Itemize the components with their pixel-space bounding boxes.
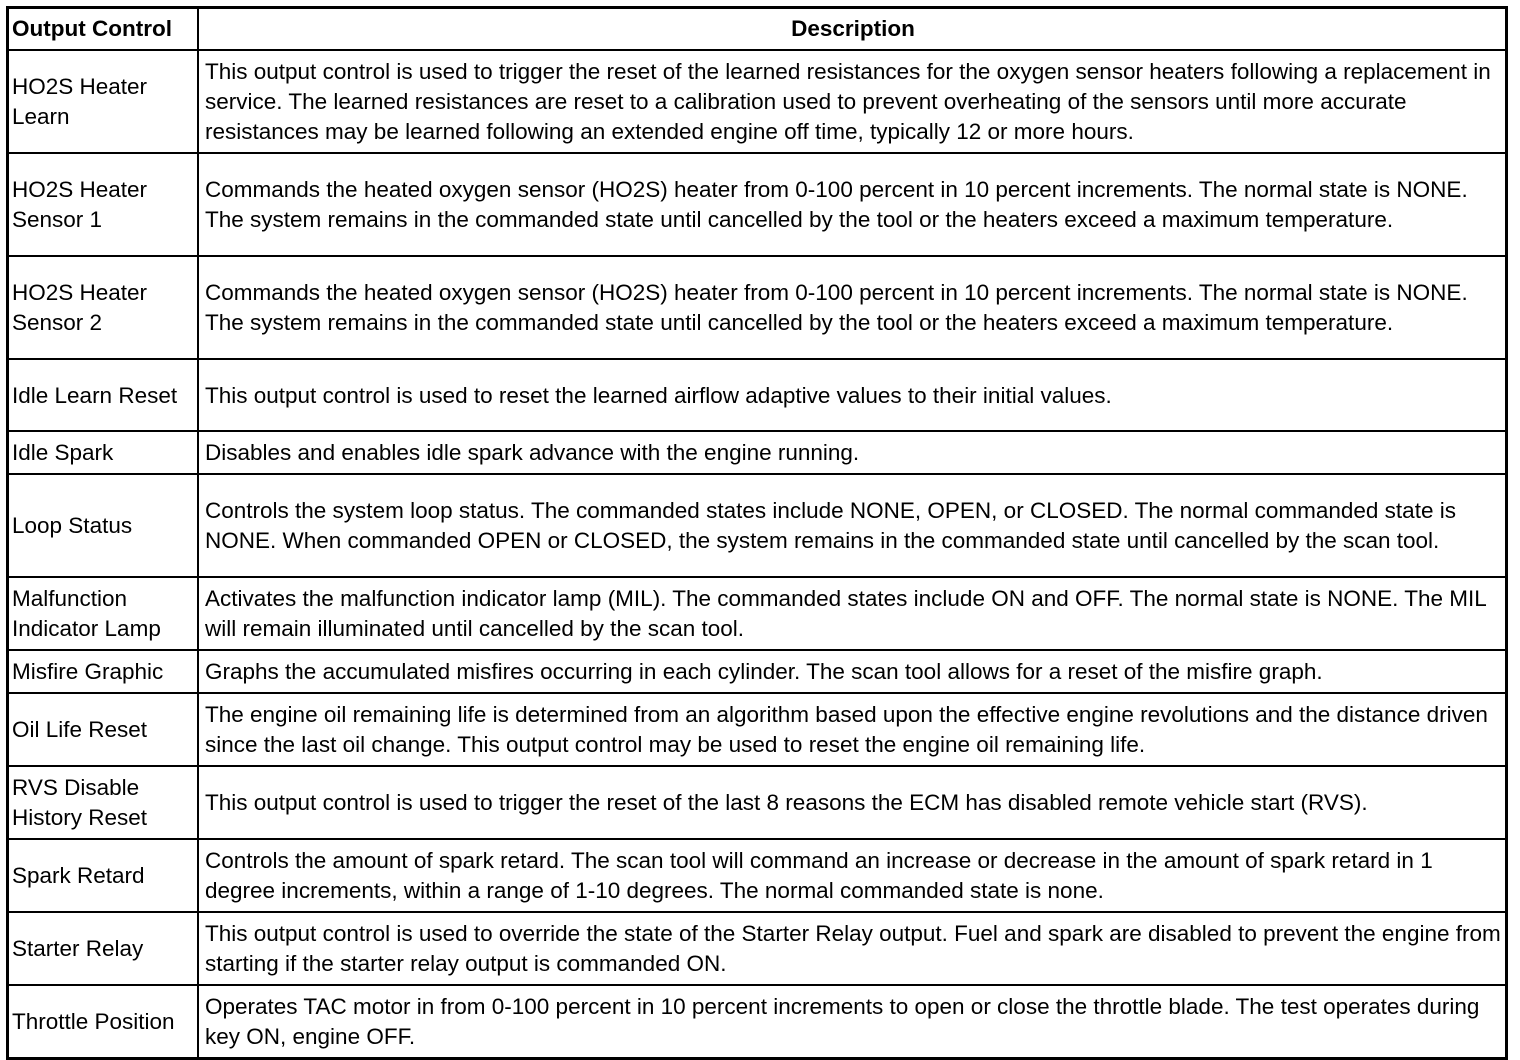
description-cell: Operates TAC motor in from 0-100 percent in 10 percent increments to open or close the throttle blade. The test operates during key ON, engine OFF. (198, 985, 1505, 1057)
table-header-row (9, 9, 1505, 50)
table-row (9, 50, 1505, 153)
output-control-table-frame (6, 6, 1508, 1060)
description-cell: Controls the amount of spark retard. The scan tool will command an increase or decrease in the amount of spark retard in 1 degree increments, within a range of 1-10 degrees. The normal commanded state is none. (198, 839, 1505, 912)
table-row (9, 359, 1505, 431)
table-row (9, 474, 1505, 577)
output-control-cell: Oil Life Reset (9, 693, 198, 766)
description-header: Description (198, 9, 1505, 50)
description-cell: The engine oil remaining life is determined from an algorithm based upon the effective engine revolutions and the distance driven since the last oil change. This output control may be used to reset the engine oil remaining life. (198, 693, 1505, 766)
output-control-cell: Loop Status (9, 474, 198, 577)
description-cell: Graphs the accumulated misfires occurring in each cylinder. The scan tool allows for a reset of the misfire graph. (198, 650, 1505, 693)
output-control-cell: Misfire Graphic (9, 650, 198, 693)
output-control-cell: Idle Spark (9, 431, 198, 474)
description-cell: Disables and enables idle spark advance with the engine running. (198, 431, 1505, 474)
output-control-cell: Throttle Position (9, 985, 198, 1057)
output-control-cell: Idle Learn Reset (9, 359, 198, 431)
table-row (9, 693, 1505, 766)
table-row (9, 577, 1505, 650)
description-cell: This output control is used to reset the learned airflow adaptive values to their initial values. (198, 359, 1505, 431)
description-cell: Commands the heated oxygen sensor (HO2S) heater from 0-100 percent in 10 percent increments. The normal state is NONE. The system remains in the commanded state until cancelled by the tool or the heaters exceed a maximum temperature. (198, 153, 1505, 256)
description-cell: Commands the heated oxygen sensor (HO2S) heater from 0-100 percent in 10 percent increments. The normal state is NONE. The system remains in the commanded state until cancelled by the tool or the heaters exceed a maximum temperature. (198, 256, 1505, 359)
output-control-cell: HO2S Heater Sensor 2 (9, 256, 198, 359)
table-row (9, 153, 1505, 256)
output-control-cell: RVS Disable History Reset (9, 766, 198, 839)
description-cell: This output control is used to override the state of the Starter Relay output. Fuel and spark are disabled to prevent the engine from starting if the starter relay output is commanded ON. (198, 912, 1505, 985)
output-control-cell: Starter Relay (9, 912, 198, 985)
table-row (9, 431, 1505, 474)
description-cell: Activates the malfunction indicator lamp (MIL). The commanded states include ON and OFF. The normal state is NONE. The MIL will remain illuminated until cancelled by the scan tool. (198, 577, 1505, 650)
table-row (9, 839, 1505, 912)
output-control-cell: Spark Retard (9, 839, 198, 912)
table-row (9, 256, 1505, 359)
output-control-cell: HO2S Heater Learn (9, 50, 198, 153)
output-control-cell: Malfunction Indicator Lamp (9, 577, 198, 650)
description-cell: Controls the system loop status. The commanded states include NONE, OPEN, or CLOSED. The normal commanded state is NONE. When commanded OPEN or CLOSED, the system remains in the commanded state until cancelled by the scan tool. (198, 474, 1505, 577)
table-row (9, 766, 1505, 839)
output-control-cell: HO2S Heater Sensor 1 (9, 153, 198, 256)
output-control-table (9, 9, 1505, 1057)
table-row (9, 912, 1505, 985)
table-row (9, 985, 1505, 1057)
output-control-header: Output Control (9, 9, 198, 50)
table-row (9, 650, 1505, 693)
description-cell: This output control is used to trigger the reset of the last 8 reasons the ECM has disabled remote vehicle start (RVS). (198, 766, 1505, 839)
description-cell: This output control is used to trigger the reset of the learned resistances for the oxygen sensor heaters following a replacement in service. The learned resistances are reset to a calibration used to prevent overheating of the sensors until more accurate resistances may be learned following an extended engine off time, typically 12 or more hours. (198, 50, 1505, 153)
